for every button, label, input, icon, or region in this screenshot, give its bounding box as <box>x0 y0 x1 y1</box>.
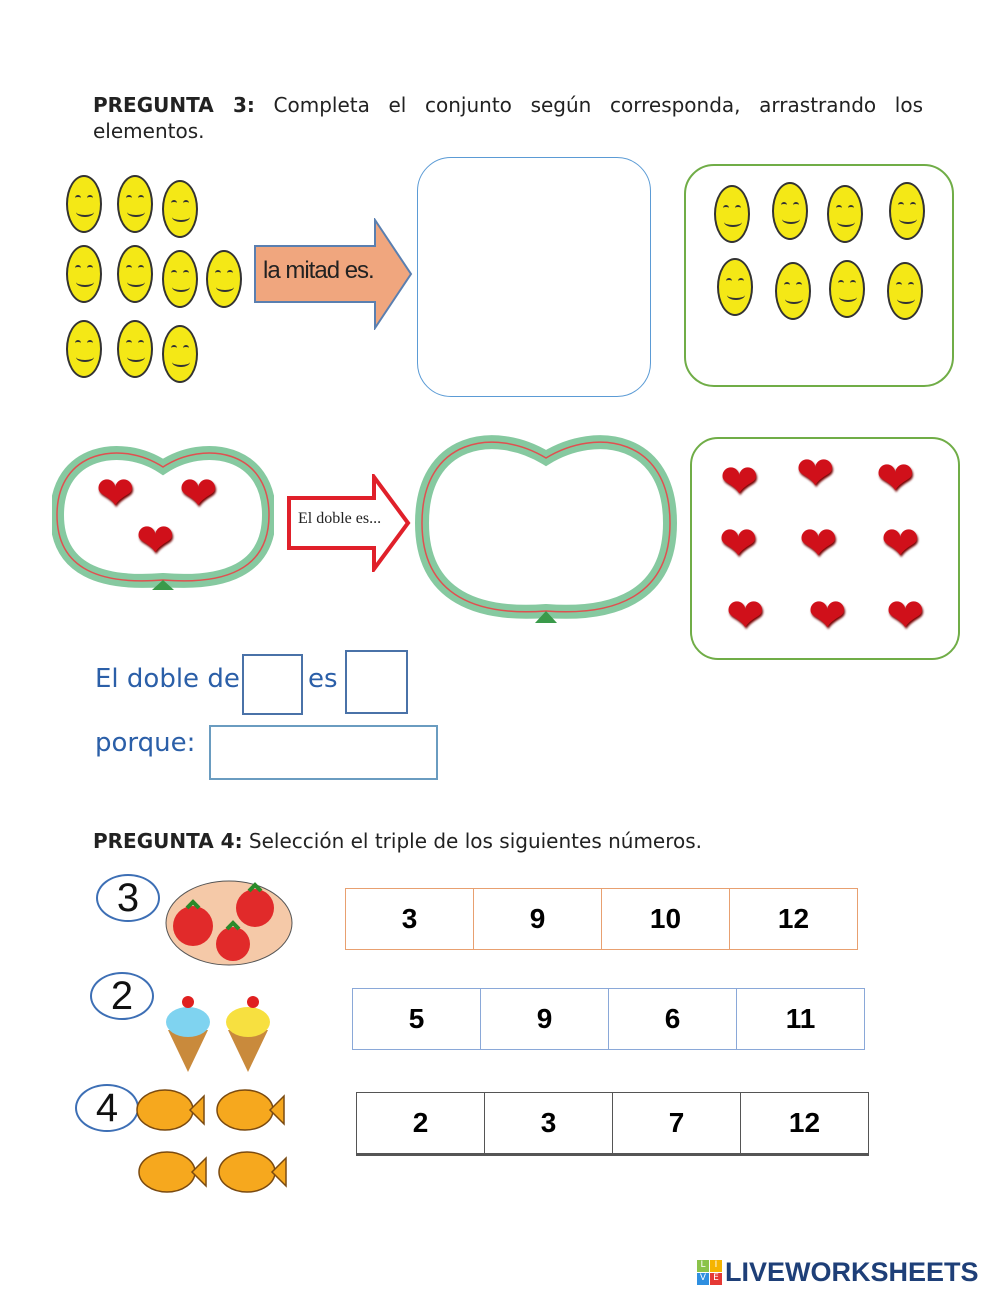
logo-letter: L <box>697 1260 709 1272</box>
heart-icon[interactable]: ❤ <box>796 446 835 500</box>
option-cell[interactable]: 9 <box>474 889 602 950</box>
option-cell[interactable]: 5 <box>353 989 481 1050</box>
question-text: Selección el triple de los siguientes números. <box>242 829 703 853</box>
brand-name: LIVEWORKSHEETS <box>725 1257 979 1287</box>
sentence-text: es <box>308 664 338 694</box>
smiley-face-icon <box>117 320 153 378</box>
smiley-face-icon <box>162 250 198 308</box>
option-cell[interactable]: 9 <box>481 989 609 1050</box>
smiley-face-icon[interactable] <box>717 258 753 316</box>
option-cell[interactable]: 6 <box>609 989 737 1050</box>
given-number: 3 <box>96 874 160 922</box>
heart-icon[interactable]: ❤ <box>876 451 915 505</box>
ice-creams-picture <box>158 990 288 1075</box>
smiley-face-icon <box>66 320 102 378</box>
options-table-row-2 <box>352 988 865 1050</box>
live-logo-icon <box>697 1260 722 1285</box>
question-4 <box>93 828 923 854</box>
heart-icon[interactable]: ❤ <box>799 516 838 570</box>
given-number: 2 <box>90 972 154 1020</box>
options-row <box>346 889 858 950</box>
option-cell[interactable]: 3 <box>485 1093 613 1155</box>
smiley-face-icon <box>66 175 102 233</box>
given-number: 4 <box>75 1084 139 1132</box>
options-row <box>357 1093 869 1155</box>
smiley-face-icon[interactable] <box>714 185 750 243</box>
question-text: Completa el conjunto según corresponda, arrastrando los elementos. <box>93 93 923 143</box>
number-a-input[interactable] <box>242 654 303 715</box>
option-cell[interactable]: 10 <box>602 889 730 950</box>
heart-icon[interactable]: ❤ <box>719 516 758 570</box>
smiley-face-icon <box>206 250 242 308</box>
smiley-face-icon <box>162 325 198 383</box>
smiley-face-icon <box>117 175 153 233</box>
drop-zone-double[interactable] <box>415 433 677 628</box>
arrow-label: la mitad es. <box>263 257 374 284</box>
question-label: PREGUNTA 4: <box>93 829 243 853</box>
heart-icon[interactable]: ❤ <box>881 516 920 570</box>
options-table-row-3 <box>356 1092 869 1156</box>
smiley-face-icon[interactable] <box>772 182 808 240</box>
smiley-face-icon[interactable] <box>775 262 811 320</box>
smiley-face-icon <box>66 245 102 303</box>
option-cell[interactable]: 11 <box>737 989 865 1050</box>
heart-icon: ❤ <box>96 466 135 520</box>
heart-icon[interactable]: ❤ <box>726 588 765 642</box>
arrow-label: El doble es... <box>298 510 382 527</box>
option-cell[interactable]: 12 <box>730 889 858 950</box>
logo-letter: E <box>710 1273 722 1285</box>
fish-picture <box>132 1082 292 1202</box>
heart-icon: ❤ <box>179 466 218 520</box>
options-row <box>353 989 865 1050</box>
sentence-text: El doble de <box>95 664 240 694</box>
smiley-face-icon <box>117 245 153 303</box>
smiley-face-icon[interactable] <box>889 182 925 240</box>
options-table-row-1 <box>345 888 858 950</box>
smiley-face-icon[interactable] <box>829 260 865 318</box>
option-cell[interactable]: 7 <box>613 1093 741 1155</box>
drop-zone-half[interactable] <box>417 157 651 397</box>
option-cell[interactable]: 3 <box>346 889 474 950</box>
sentence-text: porque: <box>95 728 196 758</box>
heart-icon[interactable]: ❤ <box>808 588 847 642</box>
option-cell[interactable]: 12 <box>741 1093 869 1155</box>
logo-letter: I <box>710 1260 722 1272</box>
option-cell[interactable]: 2 <box>357 1093 485 1155</box>
tomatoes-picture <box>163 878 295 968</box>
number-b-input[interactable] <box>345 650 408 714</box>
reason-input[interactable] <box>209 725 438 780</box>
heart-icon[interactable]: ❤ <box>886 588 925 642</box>
smiley-face-icon <box>162 180 198 238</box>
question-3 <box>93 92 923 144</box>
question-label: PREGUNTA 3: <box>93 93 255 117</box>
logo-letter: V <box>697 1273 709 1285</box>
heart-icon[interactable]: ❤ <box>720 454 759 508</box>
heart-icon: ❤ <box>136 513 175 567</box>
smiley-face-icon[interactable] <box>827 185 863 243</box>
smiley-face-icon[interactable] <box>887 262 923 320</box>
liveworksheets-logo <box>697 1257 979 1288</box>
